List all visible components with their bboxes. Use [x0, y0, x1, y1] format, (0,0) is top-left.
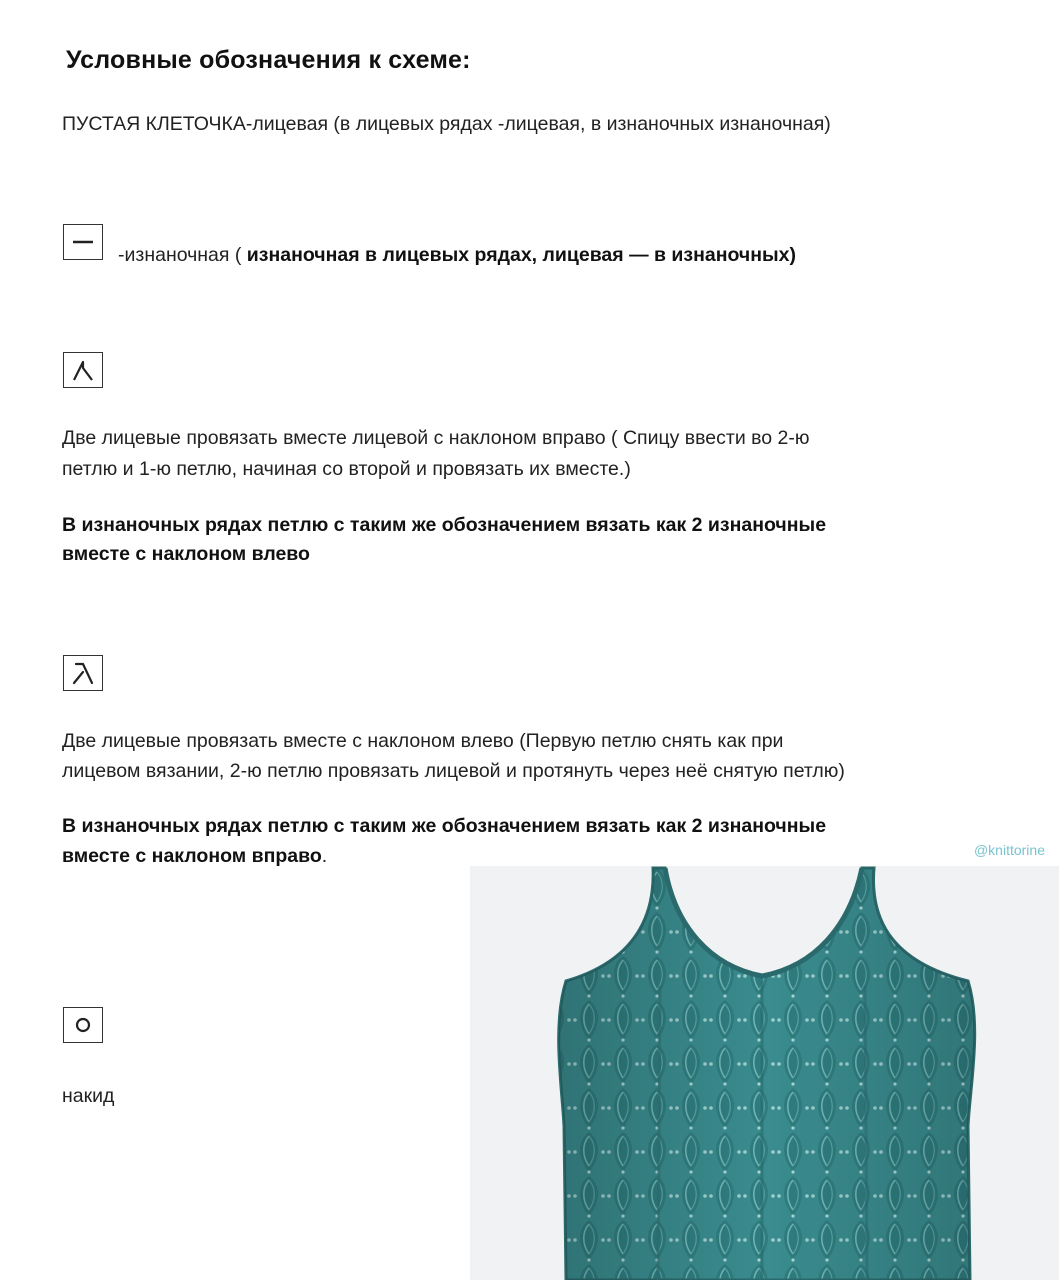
- minus-icon: [68, 229, 98, 255]
- left-decrease-purl-note-1: В изнаночных рядах петлю с таким же обозначением вязать как 2 изнаночные: [62, 815, 827, 837]
- right-decrease-purl-note-2: вместе с наклоном влево: [62, 543, 310, 565]
- knitted-top-image: [470, 866, 1059, 1280]
- page-title: Условные обозначения к схеме:: [66, 46, 471, 74]
- purl-prefix: -изнаночная (: [118, 244, 247, 266]
- right-slant-decrease-icon: [68, 356, 98, 384]
- right-decrease-line-1: Две лицевые провязать вместе лицевой с наклоном вправо ( Спицу ввести во 2-ю: [62, 427, 810, 449]
- circle-icon: [68, 1011, 98, 1039]
- left-decrease-purl-note-2-suffix: .: [321, 845, 328, 867]
- right-decrease-line-2: петлю и 1-ю петлю, начиная со второй и провязать их вместе.): [62, 458, 631, 480]
- right-decrease-purl-note-1: В изнаночных рядах петлю с таким же обозначением вязать как 2 изнаночные: [62, 514, 827, 536]
- purl-bold-text: изнаночная в лицевых рядах, лицевая — в изнаночных): [246, 244, 796, 266]
- left-decrease-purl-note-2: [62, 842, 327, 871]
- left-decrease-purl-note-2-bold: вместе с наклоном вправо: [62, 845, 322, 867]
- left-decrease-symbol-box: [63, 655, 103, 691]
- left-decrease-line-2: лицевом вязании, 2-ю петлю провязать лицевой и протянуть через неё снятую петлю): [62, 760, 845, 782]
- left-slant-decrease-icon: [68, 659, 98, 687]
- empty-cell-description: ПУСТАЯ КЛЕТОЧКА-лицевая (в лицевых рядах -лицевая, в изнаночных изнаночная): [62, 113, 831, 135]
- right-decrease-symbol-box: [63, 352, 103, 388]
- knitted-top-photo: [470, 866, 1059, 1280]
- yarn-over-label: накид: [62, 1085, 115, 1107]
- left-decrease-line-1: Две лицевые провязать вместе с наклоном влево (Первую петлю снять как при: [62, 730, 784, 752]
- purl-description: [118, 241, 796, 270]
- watermark-handle: @knittorine: [973, 842, 1045, 858]
- purl-symbol-box: [63, 224, 103, 260]
- yarn-over-symbol-box: [63, 1007, 103, 1043]
